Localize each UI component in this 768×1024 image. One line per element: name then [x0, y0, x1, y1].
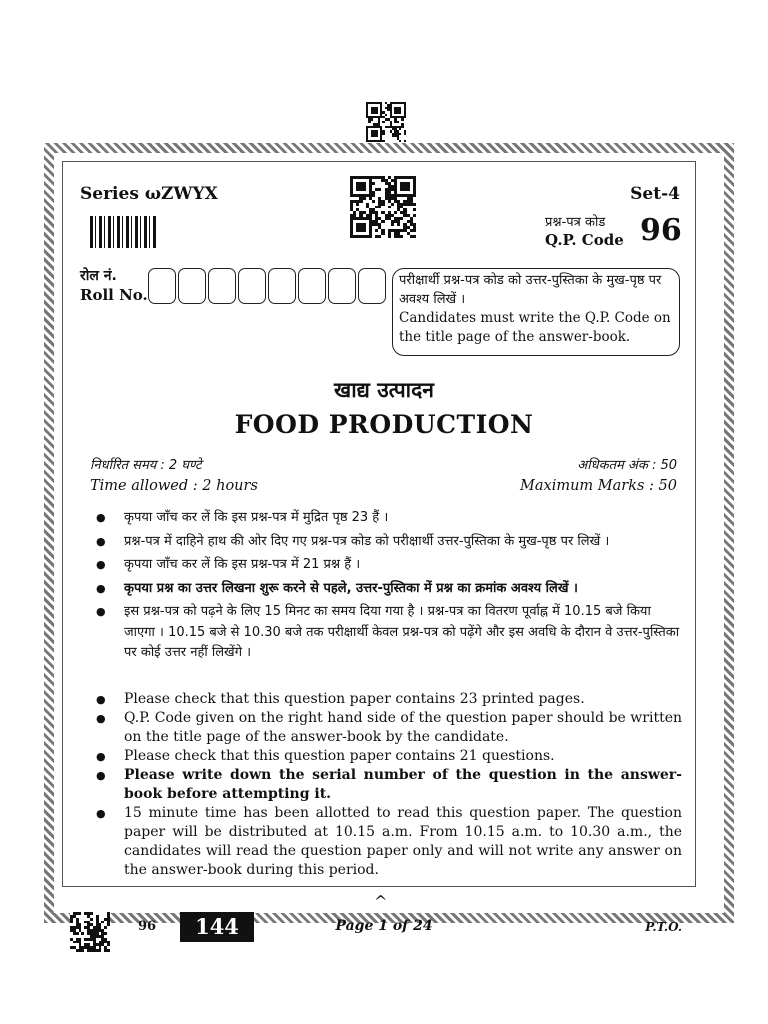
time-allowed-hindi: निर्धारित समय : 2 घण्टे — [90, 458, 202, 473]
instructions-english — [96, 690, 682, 880]
notice-text-hindi: परीक्षार्थी प्रश्न-पत्र कोड को उत्तर-पुस्तिका के मुख-पृष्ठ पर अवश्य लिखें । — [399, 273, 662, 307]
instruction-item-hindi: ● प्रश्न-पत्र में दाहिने हाथ की ओर दिए गए प्रश्न-पत्र कोड को परीक्षार्थी उत्तर-पुस्तिका के मुख-पृष्ठ पर लिखें । — [96, 532, 682, 553]
instruction-item: ● Q.P. Code given on the right hand side of the question paper should be written on the title page of the answer-book by the candidate. — [96, 709, 682, 747]
subject-title: FOOD PRODUCTION — [234, 410, 534, 439]
qp-code-notice-box — [392, 268, 680, 356]
top-qr-code-icon — [366, 102, 406, 142]
instruction-item-hindi: ● इस प्रश्न-पत्र को पढ़ने के लिए 15 मिनट का समय दिया गया है । प्रश्न-पत्र का वितरण पूर्वाह्न में 10.15 बजे किया जाएगा । 10.15 बजे से 10.30 बजे तक परीक्षार्थी केवल प्रश्न-पत्र को पढ़ेंगे और इस अवधि के दौरान वे उत्तर-पुस्तिका पर कोई उत्तर नहीं लिखेंगे । — [96, 602, 682, 664]
instruction-item-hindi: ● कृपया जाँच कर लें कि इस प्रश्न-पत्र में मुद्रित पृष्ठ 23 हैं । — [96, 508, 682, 529]
instruction-item: ● 15 minute time has been allotted to read this question paper. The question paper will be distributed at 10.15 a.m. From 10.15 a.m. to 10.30 a.m., the candidates will read the question paper only and will not write any answer on the answer-book during this period. — [96, 804, 682, 880]
instruction-item: ● Please write down the serial number of the question in the answer-book before attempting it. — [96, 766, 682, 804]
caret-mark: ^ — [374, 892, 388, 911]
roll-no-boxes — [148, 268, 388, 304]
roll-no-label: Roll No. — [80, 286, 148, 304]
qp-code-value: 96 — [640, 213, 682, 248]
footer-qp-code: 96 — [138, 919, 157, 934]
page-number: Page 1 of 24 — [335, 918, 433, 934]
maximum-marks: Maximum Marks : 50 — [520, 478, 677, 494]
roll-digit-box[interactable] — [208, 268, 236, 304]
roll-digit-box[interactable] — [358, 268, 386, 304]
roll-digit-box[interactable] — [238, 268, 266, 304]
qp-code-label-hindi: प्रश्न-पत्र कोड — [545, 215, 606, 230]
series-label: Series ωZWYX — [80, 184, 218, 204]
barcode-icon — [90, 216, 158, 248]
instructions-hindi — [96, 508, 682, 667]
instruction-item-hindi: ● कृपया प्रश्न का उत्तर लिखना शुरू करने से पहले, उत्तर-पुस्तिका में प्रश्न का क्रमांक अवश्य लिखें । — [96, 579, 682, 600]
maximum-marks-hindi: अधिकतम अंक : 50 — [577, 458, 677, 473]
roll-digit-box[interactable] — [328, 268, 356, 304]
roll-digit-box[interactable] — [298, 268, 326, 304]
pto-label: P.T.O. — [645, 920, 682, 934]
instruction-item-hindi: ● कृपया जाँच कर लें कि इस प्रश्न-पत्र में 21 प्रश्न हैं । — [96, 555, 682, 576]
roll-no-label-hindi: रोल नं. — [80, 268, 117, 284]
subject-title-hindi: खाद्य उत्पादन — [334, 378, 434, 402]
instruction-item: ● Please check that this question paper contains 23 printed pages. — [96, 690, 682, 709]
instruction-item: ● Please check that this question paper contains 21 questions. — [96, 747, 682, 766]
roll-digit-box[interactable] — [178, 268, 206, 304]
center-qr-code-icon — [350, 176, 416, 238]
footer-number-box: 144 — [180, 912, 254, 942]
notice-text: Candidates must write the Q.P. Code on the title page of the answer-book. — [399, 310, 671, 345]
roll-digit-box[interactable] — [268, 268, 296, 304]
time-allowed: Time allowed : 2 hours — [90, 478, 258, 494]
set-label: Set-4 — [630, 184, 680, 204]
roll-digit-box[interactable] — [148, 268, 176, 304]
qp-code-label: Q.P. Code — [545, 231, 624, 249]
